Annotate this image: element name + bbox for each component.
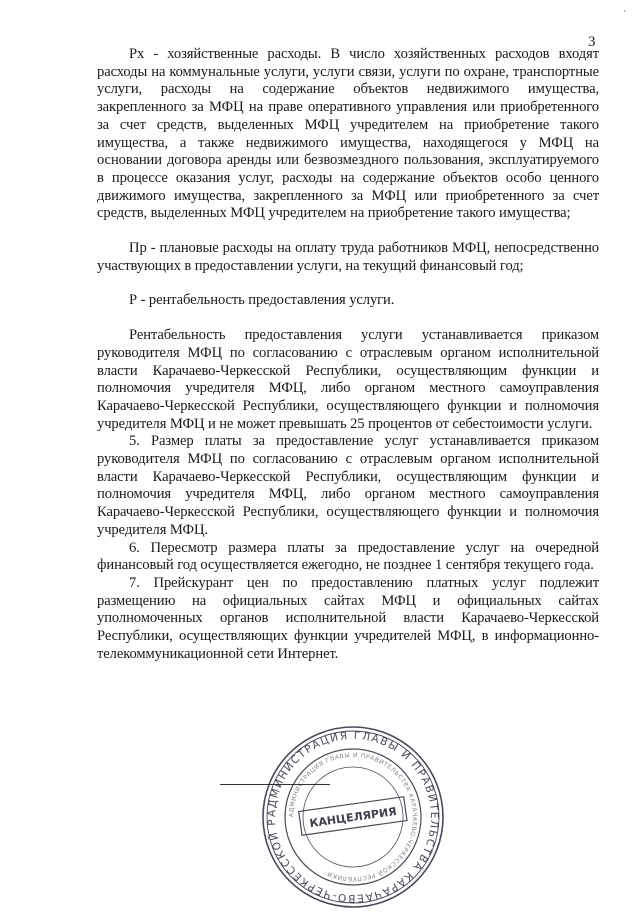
svg-text:АДМИНИСТРАЦИЯ ГЛАВЫ И ПРАВИТЕЛ: АДМИНИСТРАЦИЯ ГЛАВЫ И ПРАВИТЕЛЬСТВА КАРАЧАЕВО-ЧЕРКЕССКОЙ РЕСПУБЛИКИ	[287, 751, 419, 883]
paragraph-household-expenses: Рх - хозяйственные расходы. В число хозяйственных расходов входят расходы на коммунальные услуги, услуги связи, услуги по охране, транспортные услуги, расходы на содержание объектов недвижимого имущества, закрепленного за МФЦ на праве оперативного управления или приобретенного за счет средств, выделенных МФЦ учредителем на приобретение такого имущества, а также недвижимого имущества, находящегося у МФЦ на основании договора аренды или безвозмездного пользования, эксплуатируемого в процессе оказания услуг, расходы на содержание объектов особо ценного движимого имущества, закрепленного за МФЦ или приобретенного за счет средств, выделенных МФЦ учредителем на приобретение такого имущества;	[97, 46, 599, 222]
paragraph-profitability-def: Р - рентабельность предоставления услуги.	[129, 292, 395, 309]
paragraph-profitability-rule: Рентабельность предоставления услуги устанавливается приказом руководителя МФЦ по согласованию с отраслевым органом исполнительной власти Карачаево-Черкесской Республики, осуществляющим функции и полномочия учредителя МФЦ, либо органом местного самоуправления Карачаево-Черкесской Республики, осуществляющего функции и полномочия учредителя МФЦ и не может превышать 25 процентов от себестоимости услуги.	[97, 327, 599, 432]
svg-text:АДМИНИСТРАЦИЯ ГЛАВЫ И ПРАВИТЕЛ: АДМИНИСТРАЦИЯ ГЛАВЫ И ПРАВИТЕЛЬСТВА КАРАЧАЕВО-ЧЕРКЕССКОЙ Р	[265, 729, 441, 905]
scan-mark: ·	[623, 6, 626, 16]
official-stamp	[258, 722, 448, 912]
paragraph-item-7: 7. Прейскурант цен по предоставлению платных услуг подлежит размещению на официальных сайтах МФЦ и официальных сайтах уполномоченных органов исполнительной власти Карачаево-Черкесской Республики, осуществляющих функции учредителей МФЦ, в информационно-телекоммуникационной сети Интернет.	[97, 574, 599, 662]
paragraph-item-6: 6. Пересмотр размера платы за предоставление услуг на очередной финансовый год осуществляется ежегодно, не позднее 1 сентября текущего года.	[97, 539, 599, 574]
page-number: 3	[588, 34, 596, 50]
stamp-seal-icon	[258, 722, 448, 912]
document-body	[97, 46, 599, 664]
svg-text:КАНЦЕЛЯРИЯ: КАНЦЕЛЯРИЯ	[308, 804, 398, 831]
paragraph-item-5: 5. Размер платы за предоставление услуг устанавливается приказом руководителя МФЦ по согласованию с отраслевым органом исполнительной власти Карачаево-Черкесской Республики, осуществляющим функции и полномочия учредителя МФЦ, либо органом местного самоуправления Карачаево-Черкесской Республики, осуществляющего функции и полномочия учредителя МФЦ.	[97, 433, 599, 538]
paragraph-planned-labor: Пр - плановые расходы на оплату труда работников МФЦ, непосредственно участвующих в предоставлении услуги, на текущий финансовый год;	[97, 240, 599, 274]
